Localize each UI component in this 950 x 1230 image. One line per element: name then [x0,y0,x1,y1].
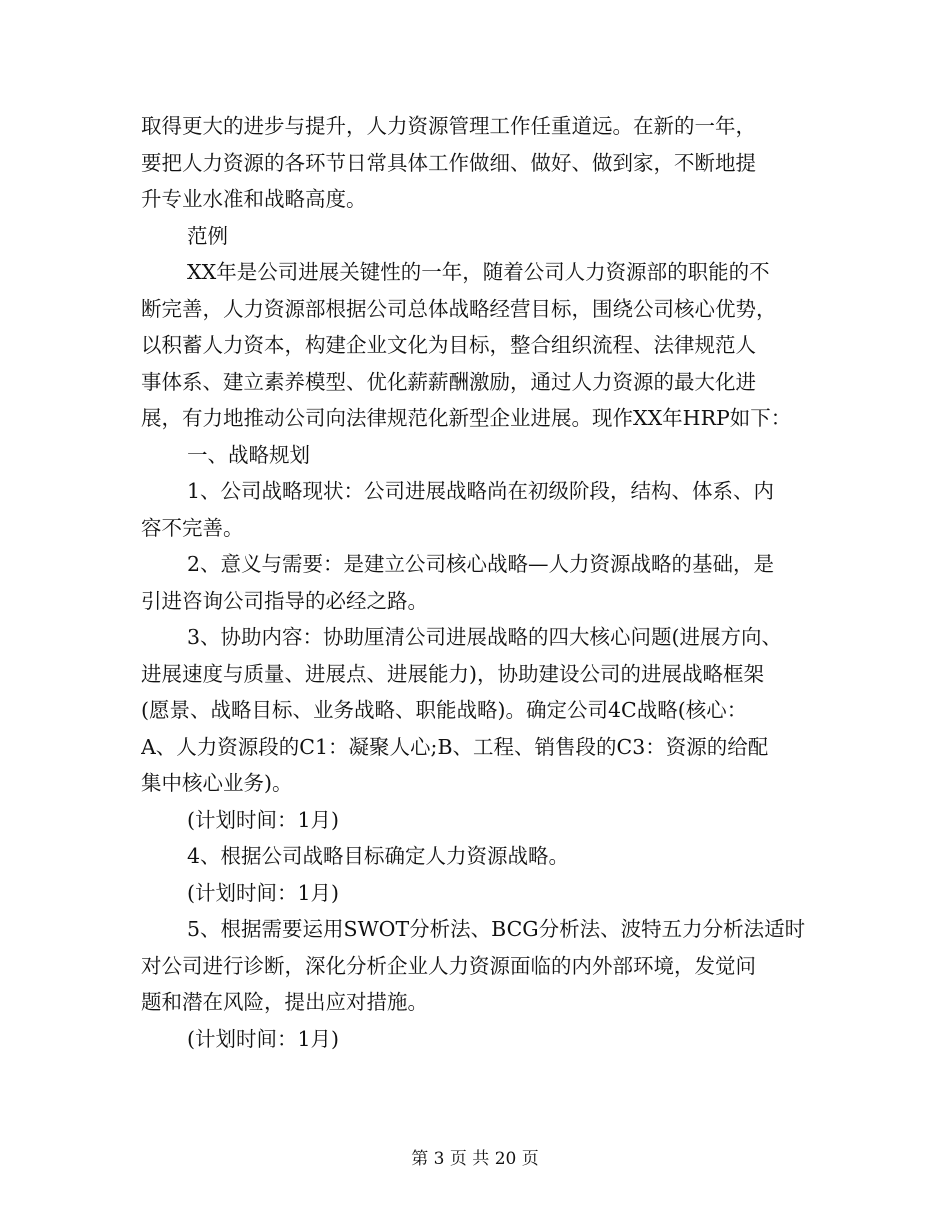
text-line: 展，有力地推动公司向法律规范化新型企业进展。现作XX年HRP如下： [141,406,792,430]
text-line: 范例 [187,223,228,248]
text-line: 3、协助内容：协助厘清公司进展战略的四大核心问题(进展方向、 [187,625,783,649]
text-line: 进展速度与质量、进展点、进展能力)，协助建设公司的进展战略框架 [141,661,764,686]
text-line: 1、公司战略现状：公司进展战略尚在初级阶段，结构、体系、内 [187,479,775,503]
text-line: 2、意义与需要：是建立公司核心战略—人力资源战略的基础，是 [187,552,775,576]
text-line: 以积蓄人力资本，构建企业文化为目标，整合组织流程、法律规范人 [141,333,756,357]
text-line: (计划时间：1月) [187,880,340,905]
text-line: XX年是公司进展关键性的一年，随着公司人力资源部的职能的不 [187,260,770,284]
text-line: 5、根据需要运用SWOT分析法、BCG分析法、波特五力分析法适时 [187,917,806,941]
text-line: 事体系、建立素养模型、优化薪薪酬激励，通过人力资源的最大化进 [141,369,756,394]
text-line: 升专业水准和战略高度。 [141,187,367,211]
text-line: 取得更大的进步与提升，人力资源管理工作任重道远。在新的一年， [141,114,756,138]
text-line: 一、战略规划 [187,442,310,467]
text-line: 引进咨询公司指导的必经之路。 [141,588,428,613]
document-body [141,108,809,1057]
page-footer: 第 3 页 共 20 页 [411,1149,539,1169]
text-line: 题和潜在风险，提出应对措施。 [141,990,428,1014]
text-line: 断完善，人力资源部根据公司总体战略经营目标，围绕公司核心优势， [141,296,777,321]
text-line: 4、根据公司战略目标确定人力资源战略。 [187,844,570,868]
text-line: 要把人力资源的各环节日常具体工作做细、做好、做到家，不断地提 [141,150,756,175]
text-line: (计划时间：1月) [187,807,340,832]
text-line: 集中核心业务)。 [141,771,293,795]
text-line: 容不完善。 [141,515,244,540]
text-line: (愿景、战略目标、业务战略、职能战略)。确定公司4C战略(核心： [141,698,748,722]
text-line: (计划时间：1月) [187,1026,340,1051]
text-line: A、人力资源段的C1：凝聚人心;B、工程、销售段的C3：资源的给配 [141,734,769,759]
text-line: 对公司进行诊断，深化分析企业人力资源面临的内外部环境，发觉问 [141,953,756,978]
